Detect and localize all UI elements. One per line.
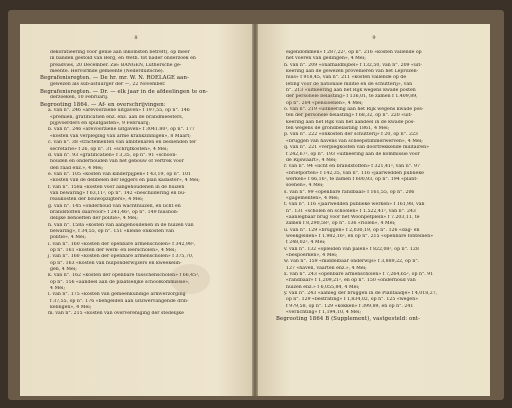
text-line: op n°. 161 «kosten der werk- en leerscholen», 4 Mei; [50,248,177,254]
text-line: op n°. 204 «pensioenen», 4 Mei; [286,100,363,106]
text-line: «premiën, gratificatiën enz. enz. aan de brandmeesters, [50,114,184,120]
text-line: «kosten van verpleging van arme krankzinnigen», 8 Maart; [50,133,191,139]
text-line: ten der personele belasting» f 68,32, op n°. 220 «uit- [286,113,413,119]
text-line: v. van n°. 132 «opleiden van palen» f 822,08², op n°. 128 [284,246,419,252]
text-line: f. van n°. 158a «kosten voor aangehoudenen in de huizen [48,184,185,190]
text-line: Begrooting 1864 B (Supplement), vastgesteld: ont- [276,316,421,323]
text-line: den raad enz.», 4 Mei; [50,165,104,171]
text-line: derzoeken, 10 Februarij. [50,95,109,101]
text-line: u. van n°. 129 «bruggen» f 2,030,19, op n°. 126 «dag- en [284,227,420,233]
text-line: dekoratieëring voor genie aan inkomsten betreft), op meer [50,50,190,55]
text-line: keering aan de gewezen provenieren van het Leprozen- [286,69,419,75]
text-line: t. van n°. 116 «jaarwedden publieke werken» f 161,98, van [284,202,425,208]
text-line: het voeren van gedingen», 4 Mei; [286,56,366,62]
text-line: f 248,02², 4 Mei; [286,240,326,246]
text-line: huizen enz.» f 6,055,84, 4 Mei; [286,284,360,290]
text-line: x. van n°. 243 «openbare armenscholen» f 7,264,65², op n°. 91 [284,272,434,278]
text-line: k. van n°. 162 «kosten der openbare tusschenscholen» f 66,45², [48,273,200,279]
text-line: e. van n°. 105 «kosten van kinderpijpen» f 43,19, op n°. 101 [48,171,192,177]
text-line: eigendommen» f 287,22², op n°. 216 «kosten vallende op [286,50,422,55]
text-line: h. van n°. 158a «kosten van aangehoudenen in de huizen van [48,222,194,228]
text-line: brandstoffen daarvoor» f 241,46², op n°. 149 huisbon- [50,209,179,215]
text-line: b. van n°. 246 «arevoorziene uitgaven» f 3041.80², op n°. 177 [48,127,195,133]
text-line: m. van n°. 215 «kosten van oververeniging der stedelijke [48,311,184,317]
text-line: op n°. 129 «bestrating» f 1,834,02, op n°. 125 «wegen» [286,297,419,303]
text-line: n. van n°. 209 «onafhaldbijbel» f 132,50, van n°. 209 «uit- [284,62,422,68]
paper-stain [288,84,338,119]
text-line: f 979,58, op n°. 129 «kokken» f 399,89, en op n°. 241 [286,303,414,309]
text-line: g. van n°. 145 «onderhoud van wachthuizen, en licht en [48,203,181,209]
left-page [20,24,252,396]
text-line: de Rijswaart», 4 Mei; [286,157,337,163]
text-line: meente. Hervormde gemeente (Nederduitsche). [50,69,165,75]
text-line: «gagementen», 4 Mei; [286,195,340,201]
text-line: in banden gestold van Berg, en Weth. tot nader onderzoek en [50,56,196,62]
text-line: l. van n°. 175 «kosten van gemeenkundige armverzorging [48,292,186,298]
text-line: soenen», 4 Mei; [286,183,324,189]
text-line: bewaring», f 34,55, op n°. 151 «kleine onkosten van [50,228,174,234]
text-line: kelingen», 4 Mei; [50,305,92,311]
text-line: der personele belasting» f 136,01, te zamen f 1.409,89, [286,94,418,100]
text-line: weekgelden» f 1.982,16², en op n°. 215 «openbare fonteinen» [286,233,434,239]
page-number: 8 [134,35,138,41]
text-line: p. van n°. 222 «onkosten der schutterij» f 20, op n°. 223 [284,132,418,138]
text-line: 127 «haven, vaarten enz.», 4 Mei; [286,265,367,271]
text-line: secretarie» f 26, op n°. 31 «schrijfkosten», 4 Mei; [50,146,169,152]
text-line: n°. 131 «scholen en schoolen» f 1.522,41², van n°. 243 [286,208,416,214]
text-line: «randbaar» f 1,209,21², en op n°. 150 «onderhoud van [286,278,416,284]
text-line: i. van n°. 160 «kosten der openbare armenscholen» f 342,98², [48,241,196,247]
text-line: r. van n°. 94 «licht en brandstoffen» f 321,41², van n°. 97 [284,164,420,170]
text-line: pijpvoerders en spuitgasten», 9 Februarij; [50,121,151,127]
page-number: 9 [372,35,376,41]
text-line: a. van n°. 246 «arevoorziene uitgaven» f 197,55, op n°. 146 [48,108,190,114]
text-line: y. van n°. 243 «aanleg der bruggen in de Plantaadje» f 4,018,27, [284,291,438,297]
text-line: d. van n°. 93 «gratificatiën» f 3,35, op n°. 91 «schoon- [48,152,177,158]
text-line: delijke behoeften der politie», 4 Mei; [50,216,138,222]
text-line: leting voor de nationale militie en de schutterij», van [286,81,413,87]
text-line: «bespoerken», 4 Mei; [286,253,338,258]
text-line: o. van n°. 219 «uitkeering aan het Rijk wegens kwade pos- [284,107,424,113]
text-line: f 37,55, op n°. 176 «behgelden aan uitzwervangende drin- [50,298,189,304]
text-line: w. van n°. 159 «middelbaar onderwijs» f 3,889,22, op n°. [284,259,420,265]
text-line: «briefporten» f 142,35, van n°. 116 «jaarwedden publieke [286,170,424,176]
text-line: gewezen als sub-astuurger der —, 22 November. [50,82,166,88]
text-line: n°. 213 «uitkeering aan het Rijk wegens kwade posten [286,88,416,94]
book-spread [8,10,504,400]
text-line: «bruggen van havens van scheepstimmerwerven», 4 Mei; [286,138,423,144]
text-line: ten wegens de grondbelasting 1861, 4 Mei; [286,126,390,132]
text-line: op n°. 156 «aandeel aan de plaatselijke schoolkommissie», [50,279,190,285]
text-line: «verlichting» f 1,194,10, 4 Mei; [286,310,362,316]
text-line: c. van n°. 38 «tractementen van ambtenaren en bedienden ter [48,140,197,146]
text-line: j. van n°. 160 «kosten der openbare armenscholen» f 375,70, [48,254,194,260]
text-line: op n°. 163 «kosten van hulponderwijzers en kweekelin- [50,260,182,266]
text-line: huis» f 918,45, van n°. 211 «kosten vallende op de [286,75,407,81]
text-line: q. van n°. 221 «verplegkosten van doortrekkende militairen» [284,145,429,151]
text-line: reaukosten der bouwopzigters», 4 Mei; [50,197,144,203]
text-line: «aanlegbaar brug voor het Woonpetplein» f 7.203,11, te [286,214,420,220]
text-line: Begrafenisregten. — De hr. mr. W. N. ROELAGE aan- [40,75,189,82]
right-page [258,24,490,396]
paper-stain [170,264,210,294]
text-line: 4 Mei; [50,286,66,292]
text-line: Begrafenisregten. — Dr. — elk jaar in de afdeelingen te on- [40,88,208,95]
text-line: preadvies, 20 December. Zie: BANGEN, Luthersche ge- [50,62,182,68]
text-line: f 242,67², op n°. 193 «uitkeering aan de kommissie voor [286,151,420,157]
text-line: keering aan het Rijk van het aandeel in de kwade pos- [286,119,415,125]
text-line: Begrooting 1864. — Af- en overschrijvingen: [40,101,166,108]
text-line: politie», 4 Mei; [50,235,86,241]
text-line: houden en onderhouden van het gebouw of vertrek voor [50,159,184,165]
text-line: werken» f 66,16², te zamen f 600,93, op n°. 194 «plant- [286,176,418,182]
text-line: zamen f 8,290,58², op n°. 136 «riolen», 4 Mei; [286,221,396,227]
text-line: van bewaring» f 63,11², op n°. 142 «beschildering en bu- [50,190,186,196]
text-line: «kosten van de debbelen der leggers en plan kadaster», 4 Mei; [50,178,200,184]
text-line: gen, 4 Mei; [50,267,77,273]
text-line: s. van n°. 99 «openbare randbaal» f 161,55, op n°. 206 [284,189,415,195]
